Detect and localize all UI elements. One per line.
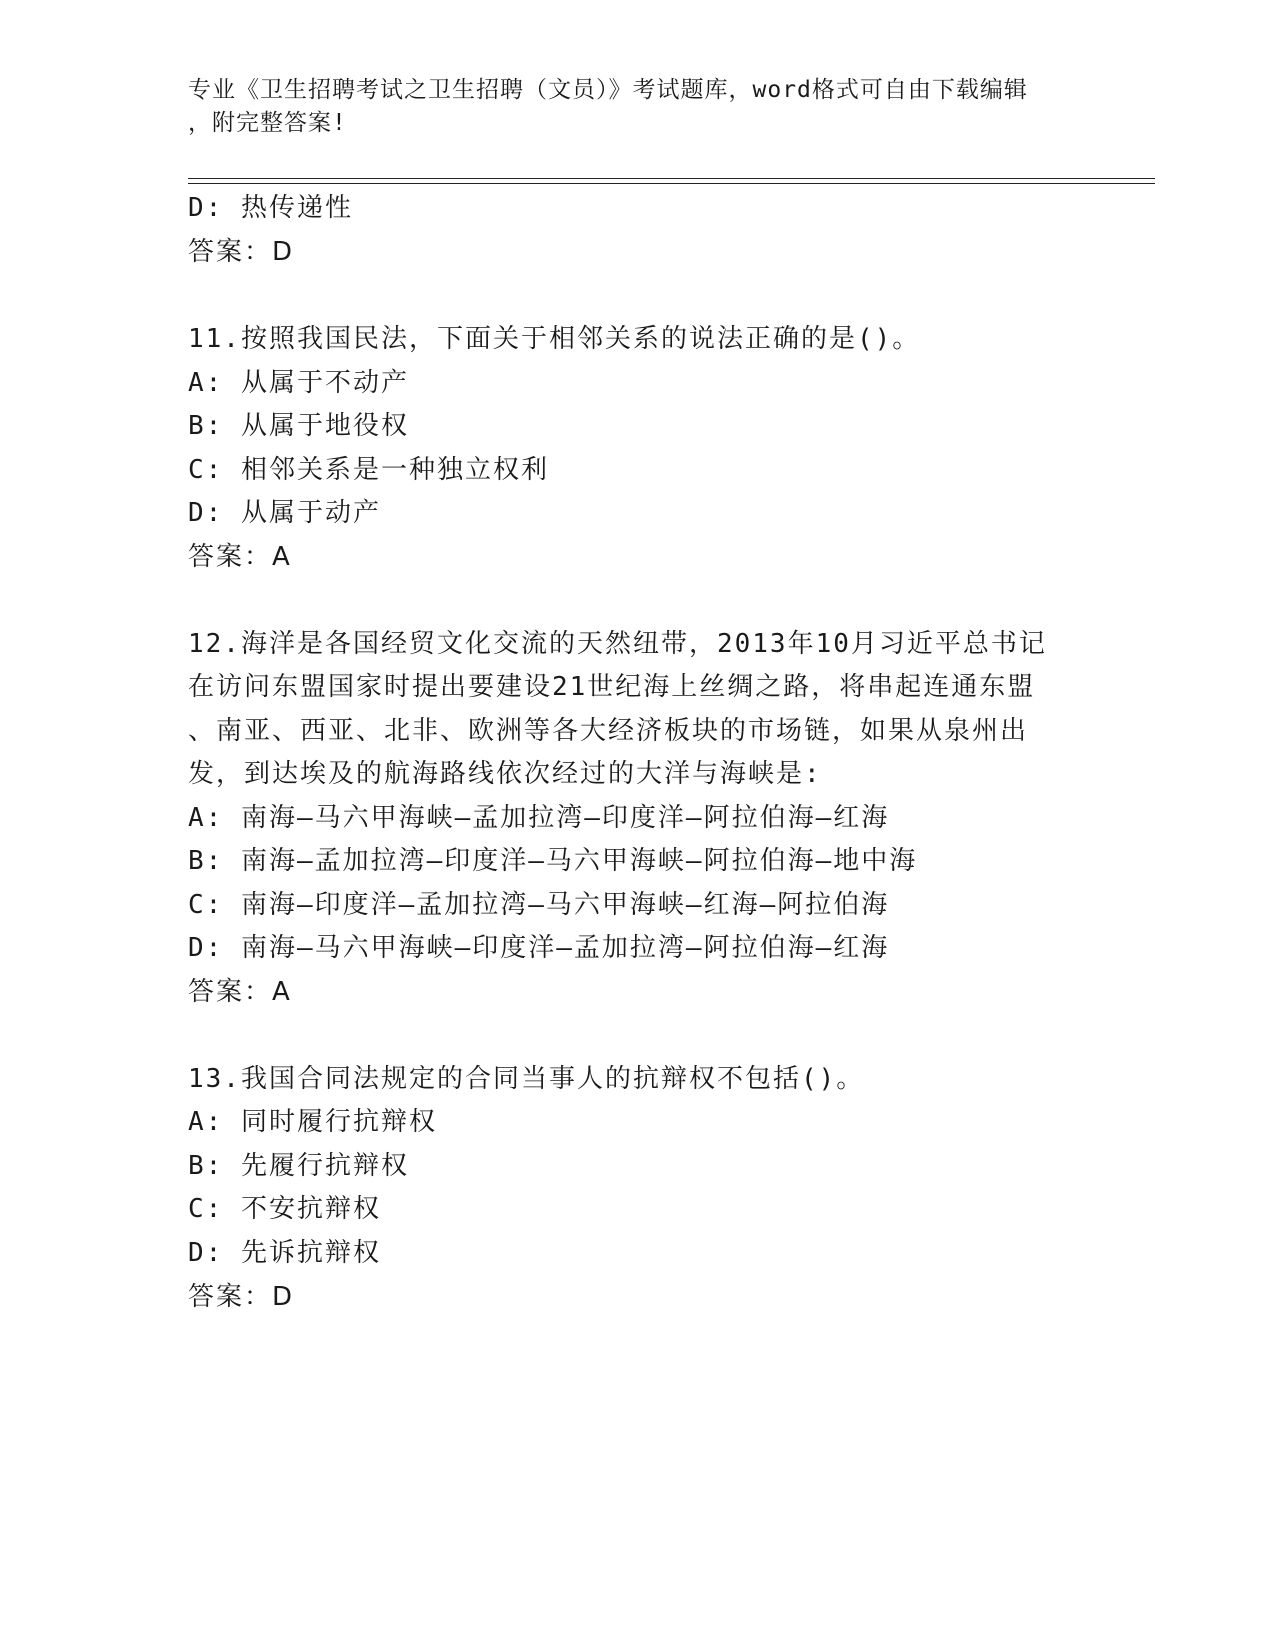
question-12-answer: 答案：A: [188, 977, 292, 1007]
question-13-answer: 答案：D: [188, 1282, 295, 1312]
page-header: [188, 74, 1078, 140]
question-13-stem: 13.我国合同法规定的合同当事人的抗辩权不包括()。: [188, 1064, 865, 1094]
prev-question-answer: 答案：D: [188, 237, 295, 267]
question-12-option-d: D: 南海—马六甲海峡—印度洋—孟加拉湾—阿拉伯海—红海: [188, 933, 890, 963]
prev-question-option-d: D: 热传递性: [188, 193, 353, 223]
question-13-option-c: C: 不安抗辩权: [188, 1194, 381, 1224]
question-12-stem-line-2: 在访问东盟国家时提出要建设21世纪海上丝绸之路，将串起连通东盟: [188, 672, 1036, 702]
question-12-option-a: A: 南海—马六甲海峡—孟加拉湾—印度洋—阿拉伯海—红海: [188, 803, 890, 833]
question-11-stem: 11.按照我国民法，下面关于相邻关系的说法正确的是()。: [188, 324, 921, 354]
header-line-1: 专业《卫生招聘考试之卫生招聘（文员）》考试题库，word格式可自由下载编辑: [188, 77, 1028, 103]
header-divider-bottom: [188, 183, 1155, 184]
question-13-option-a: A: 同时履行抗辩权: [188, 1107, 437, 1137]
question-12-option-c: C: 南海—印度洋—孟加拉湾—马六甲海峡—红海—阿拉伯海: [188, 890, 890, 920]
header-divider-top: [188, 178, 1155, 179]
question-13-option-b: B: 先履行抗辩权: [188, 1151, 409, 1181]
question-11-option-a: A: 从属于不动产: [188, 368, 409, 398]
question-12-stem-line-1: 12.海洋是各国经贸文化交流的天然纽带，2013年10月习近平总书记: [188, 629, 1047, 659]
question-11-answer: 答案：A: [188, 542, 292, 572]
question-11-option-b: B: 从属于地役权: [188, 411, 409, 441]
question-12-stem-line-4: 发，到达埃及的航海路线依次经过的大洋与海峡是:: [188, 759, 822, 789]
question-13-option-d: D: 先诉抗辩权: [188, 1238, 381, 1268]
question-11-option-c: C: 相邻关系是一种独立权利: [188, 455, 549, 485]
question-12-stem-line-3: 、南亚、西亚、北非、欧洲等各大经济板块的市场链，如果从泉州出: [188, 716, 1029, 746]
question-12-option-b: B: 南海—孟加拉湾—印度洋—马六甲海峡—阿拉伯海—地中海: [188, 846, 918, 876]
question-11-option-d: D: 从属于动产: [188, 498, 381, 528]
header-line-2: ，附完整答案!: [188, 110, 347, 136]
